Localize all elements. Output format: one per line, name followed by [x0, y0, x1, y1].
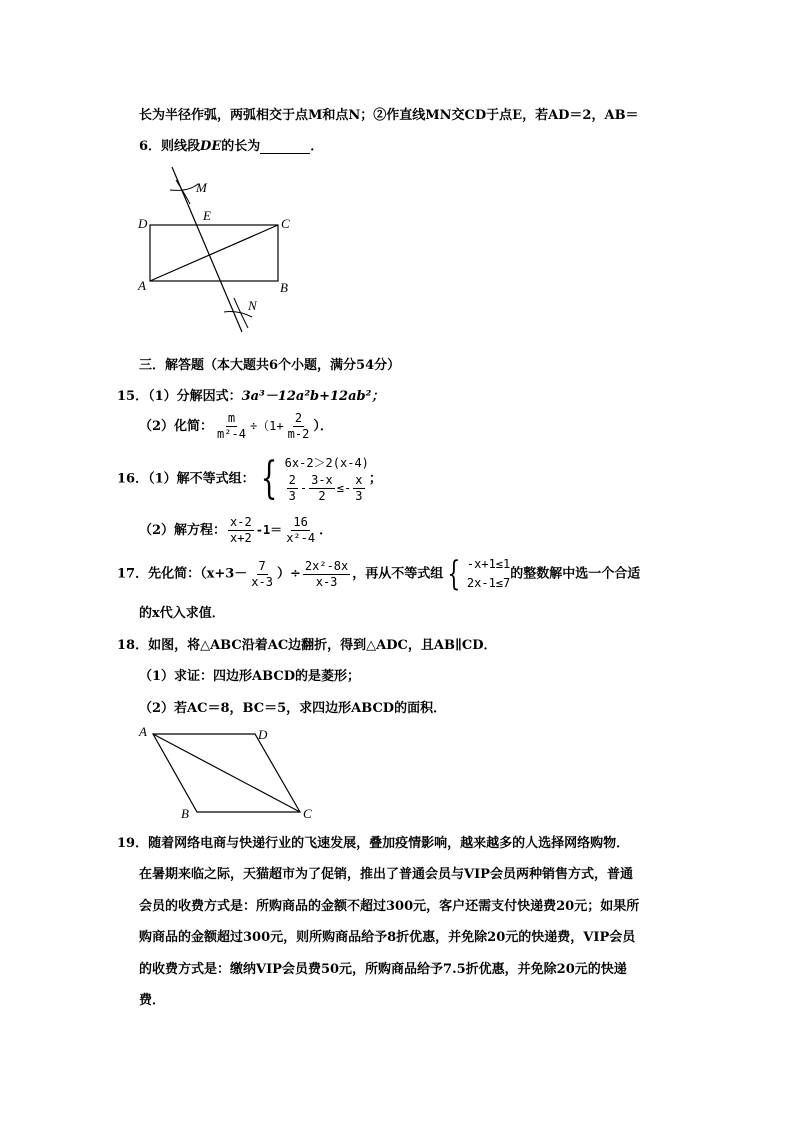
- den: x-3: [315, 574, 338, 589]
- question-14-continuation-line2: [139, 135, 323, 154]
- num: 7: [258, 558, 266, 573]
- num: 16: [293, 515, 308, 529]
- q16-sys-frac-a: [287, 473, 298, 504]
- label-n: N: [248, 298, 257, 313]
- arc-m-1: [170, 184, 198, 190]
- arc-m-2: [176, 180, 190, 204]
- question-17-line2: 的x代入求值．: [139, 606, 225, 621]
- q17-sys-line1: -x+1≤1: [466, 557, 511, 571]
- label-m: M: [196, 180, 207, 195]
- q16-sys-line1: 6x-2＞2(x-4): [284, 456, 369, 470]
- q16-frac1: [228, 515, 254, 546]
- q16-frac2: [284, 515, 317, 546]
- question-18-part1: （1）求证：四边形ABCD的是菱形；: [139, 669, 360, 684]
- question-15-part2: [139, 411, 333, 442]
- q15-frac1-den: m²-4: [217, 427, 246, 441]
- question-14-continuation-line1: 长为半径作弧，两弧相交于点M和点N；②作直线MN交CD于点E，若AD＝2，AB＝: [139, 108, 639, 123]
- figure-rhombus-abcd: [135, 722, 325, 822]
- q17-suffix: 的整数解中选一个合适: [510, 566, 641, 582]
- arc-n-2: [234, 298, 248, 328]
- q16-sys-frac-b: [309, 473, 335, 504]
- minus: -: [344, 481, 352, 495]
- question-15-line1: [117, 385, 384, 404]
- q15-p2-end: ）．: [313, 419, 333, 434]
- question-17-line1: [117, 555, 640, 593]
- q16-sys-line2: [285, 473, 369, 504]
- question-18-line1: [117, 634, 496, 653]
- question-19-line5: 的收费方式是：缴纳VIP会员费50元，所购商品给予7.5折优惠，并免除20元的快递: [139, 962, 627, 977]
- question-15-number: 15．: [117, 389, 149, 404]
- label-b: B: [181, 806, 189, 821]
- label-d: D: [138, 216, 148, 231]
- q17-inequality-system: [443, 555, 510, 593]
- section-3-heading: 三．解答题（本大题共6个小题，满分54分）: [139, 358, 401, 373]
- question-16-number: 16．: [117, 471, 149, 487]
- label-e: E: [203, 208, 211, 223]
- question-19-line2: 在暑期来临之际，天猫超市为了促销，推出了普通会员与VIP会员两种销售方式，普通: [139, 867, 633, 882]
- num: x-2: [230, 515, 252, 529]
- question-19-line4: 购商品的金额超过300元，则所购商品给予8折优惠，并免除20元的快递费，VIP会员: [139, 930, 636, 945]
- system-lines: [285, 452, 369, 506]
- question-18-part2: （2）若AC＝8，BC＝5，求四边形ABCD的面积．: [139, 701, 447, 716]
- question-19-line1: [117, 832, 629, 851]
- question-19-number: 19．: [117, 836, 149, 851]
- line2-end: ．: [310, 139, 324, 154]
- den: 3: [355, 489, 363, 503]
- question-16-part1: [117, 452, 382, 506]
- num: x: [355, 473, 363, 487]
- line2-suffix: 的长为: [221, 139, 261, 154]
- q17-mid2: ，再从不等式组: [352, 566, 444, 582]
- label-a: A: [138, 278, 146, 293]
- q17-frac2: [303, 559, 350, 590]
- q16-p1-prefix: （1）解不等式组：: [148, 471, 255, 487]
- brace: {: [447, 554, 461, 594]
- q16-p2-end: ．: [319, 523, 333, 538]
- label-a: A: [139, 724, 147, 739]
- q16-p2-prefix: （2）解方程：: [139, 523, 227, 538]
- den: 2: [318, 489, 326, 503]
- q19-line1-text: 随着网络电商与快递行业的飞速发展，叠加疫情影响，越来越多的人选择网络购物．: [148, 836, 630, 851]
- q15-p2-prefix: （2）化简：: [139, 419, 214, 434]
- q15-frac2-den: m-2: [287, 427, 310, 441]
- den: x-3: [251, 574, 273, 589]
- q15-frac2-num: 2: [294, 411, 303, 425]
- line2-var: DE: [200, 139, 222, 154]
- q17-sys-line2: 2x-1≤7: [466, 576, 511, 590]
- answer-blank[interactable]: [260, 141, 310, 154]
- q15-p1-expr: 3a³－12a²b+12ab²；: [241, 389, 385, 404]
- q15-p2-mid: ÷（1+: [249, 419, 284, 433]
- question-16-part2: [139, 515, 332, 546]
- q18-text: 如图，将△ABC沿着AC边翻折，得到△ADC，且AB∥CD．: [148, 638, 497, 653]
- q15-frac1-num: m: [227, 411, 236, 425]
- figure-rectangle-abcd: [130, 162, 290, 337]
- diagonal-ac: [150, 225, 278, 281]
- line2-prefix: 6．则线段: [139, 139, 201, 154]
- q16-sys-end: ；: [368, 471, 382, 487]
- q17-frac1: [249, 559, 275, 590]
- num: 3-x: [311, 473, 333, 487]
- question-19-line6: 费．: [139, 993, 166, 1008]
- q16-p2-mid: -1＝: [255, 523, 283, 537]
- label-b: B: [280, 280, 288, 295]
- q17-prefix: 先化简：（x+3－: [148, 566, 248, 582]
- q17-mid: ）÷: [276, 566, 301, 582]
- den: x²-4: [286, 531, 316, 545]
- q16-inequality-system: [255, 452, 369, 506]
- num: 2x²-8x: [304, 558, 349, 573]
- dash: -: [299, 481, 308, 495]
- question-19-line3: 会员的收费方式是：所购商品的金额不超过300元，客户还需支付快递费20元；如果所: [139, 899, 640, 914]
- line-mn: [172, 167, 242, 332]
- q15-frac2: [286, 411, 312, 442]
- label-c: C: [281, 216, 290, 231]
- label-c: C: [303, 806, 312, 821]
- system-lines: [467, 555, 510, 593]
- brace: {: [260, 453, 278, 504]
- q15-frac1: [215, 411, 248, 442]
- le: ≤: [336, 481, 345, 495]
- den: 3: [288, 489, 296, 503]
- label-d: D: [258, 727, 268, 742]
- q15-p1-prefix: （1）分解因式：: [148, 389, 242, 404]
- q16-sys-frac-c: [353, 473, 364, 504]
- question-18-number: 18．: [117, 638, 149, 653]
- num: 2: [288, 473, 296, 487]
- question-17-number: 17．: [117, 566, 149, 582]
- den: x+2: [230, 531, 252, 545]
